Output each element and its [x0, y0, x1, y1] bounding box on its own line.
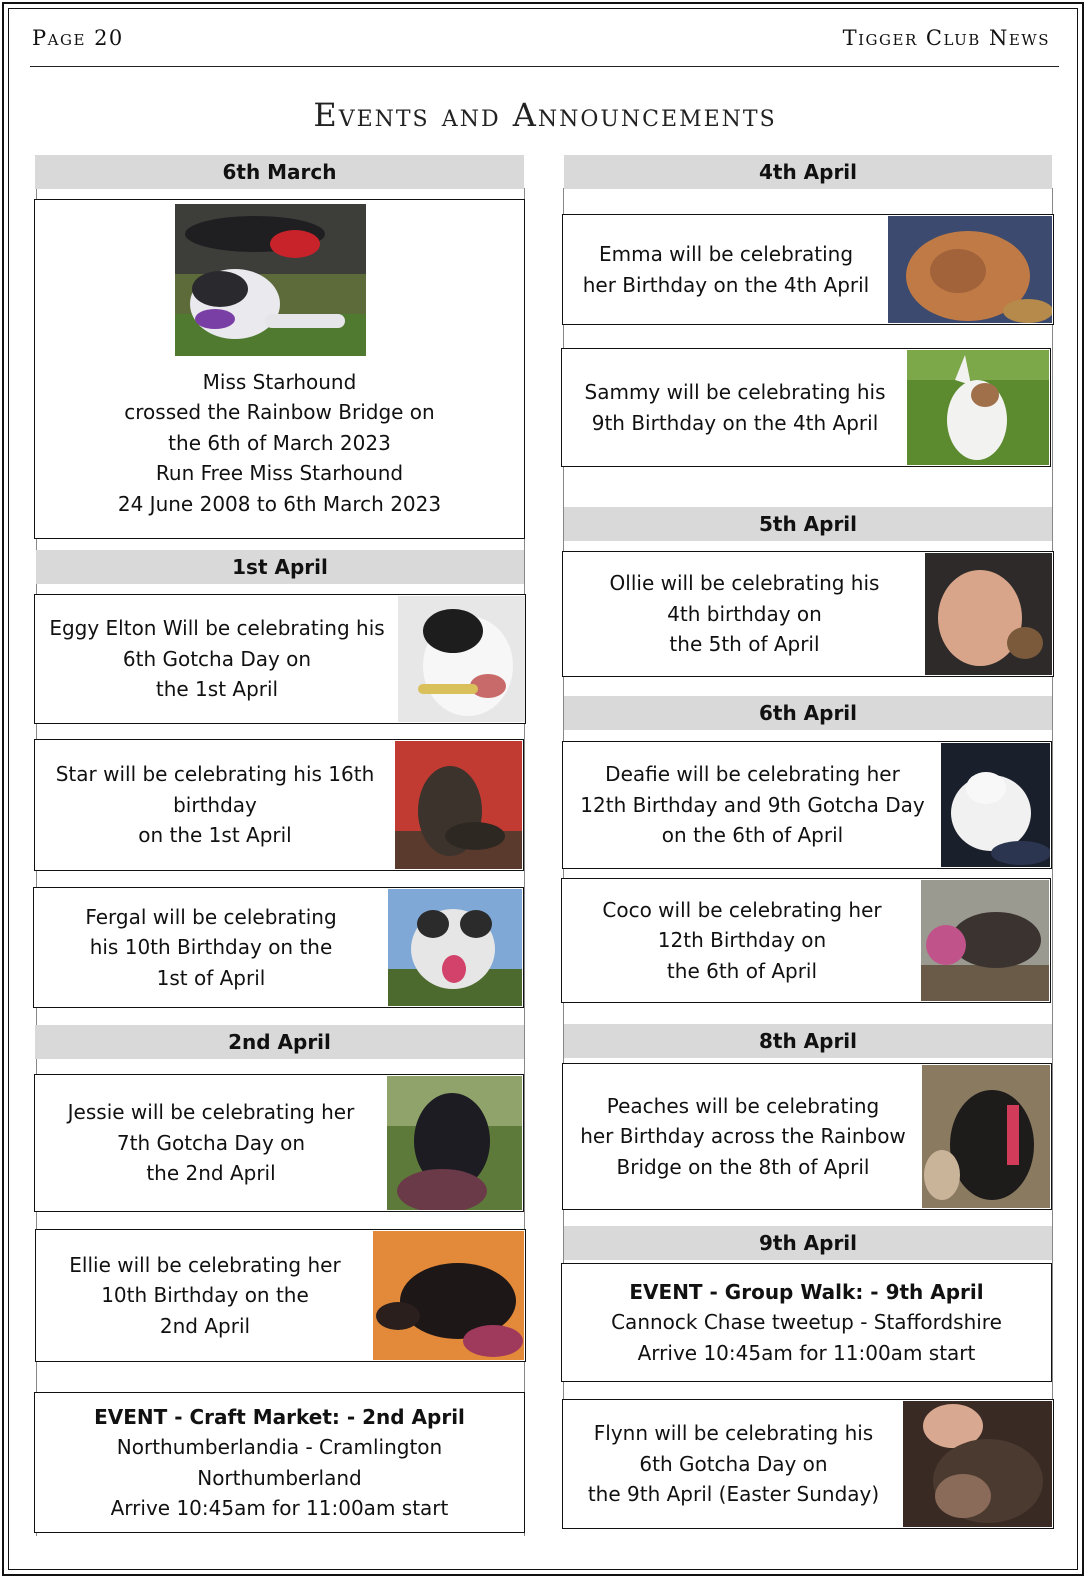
text-line: Miss Starhound: [202, 369, 357, 394]
text-line: Ellie will be celebrating her: [69, 1252, 341, 1277]
fergal-text: [35, 889, 387, 1006]
text-line: 6th Gotcha Day on: [639, 1451, 828, 1476]
text-line: her Birthday across the Rainbow: [580, 1124, 906, 1149]
text-line: 12th Birthday and 9th Gotcha Day: [580, 792, 925, 817]
page-number: Page 20: [32, 26, 124, 50]
publication-name: Tigger Club News: [842, 26, 1050, 50]
sammy-photo: [907, 350, 1049, 465]
text-line: the 2nd April: [146, 1161, 276, 1186]
peaches-photo: [922, 1065, 1050, 1208]
page-title: Events and Announcements: [313, 96, 777, 134]
text-line: 12th Birthday on: [657, 928, 827, 953]
event-title: EVENT - Craft Market: - 2nd April: [94, 1404, 465, 1429]
emma-photo: [888, 216, 1052, 323]
text-line: birthday: [173, 792, 257, 817]
text-line: on the 1st April: [138, 823, 292, 848]
craft-market-text: [36, 1394, 523, 1531]
text-line: 2nd April: [159, 1313, 251, 1338]
star-photo: [395, 741, 522, 869]
text-line: 6th Gotcha Day on: [122, 646, 312, 671]
text-line: Sammy will be celebrating his: [584, 380, 886, 404]
text-line: Jessie will be celebrating her: [67, 1100, 355, 1125]
sammy-text: [563, 350, 907, 465]
ellie-text: [37, 1231, 373, 1360]
text-line: Coco will be celebrating her: [602, 897, 882, 922]
deafie-photo: [941, 743, 1050, 867]
flynn-text: [564, 1401, 903, 1527]
text-line: the 5th of April: [669, 632, 820, 657]
text-line: Cannock Chase tweetup - Staffordshire: [611, 1310, 1002, 1335]
jessie-photo: [387, 1076, 522, 1210]
text-line: crossed the Rainbow Bridge on: [124, 400, 435, 425]
event-title: EVENT - Group Walk: - 9th April: [629, 1279, 984, 1304]
date-header-4-april: 4th April: [564, 155, 1052, 189]
date-header-6-march: 6th March: [35, 155, 524, 189]
date-header-6-april: 6th April: [564, 696, 1052, 730]
text-line: 24 June 2008 to 6th March 2023: [117, 491, 442, 516]
date-header-9-april: 9th April: [564, 1226, 1052, 1260]
group-walk-text: [563, 1265, 1050, 1380]
date-header-8-april: 8th April: [564, 1024, 1052, 1058]
coco-text: [563, 880, 921, 1001]
right-column-guide-right: [1052, 188, 1053, 1528]
text-line: Fergal will be celebrating: [85, 904, 337, 929]
ollie-photo: [925, 553, 1052, 675]
starhound-text: [36, 367, 523, 519]
text-line: the 6th of March 2023: [168, 430, 391, 455]
text-line: Northumberland: [197, 1465, 362, 1490]
date-header-2-april: 2nd April: [35, 1025, 524, 1059]
eggy-photo: [398, 596, 525, 722]
text-line: 7th Gotcha Day on: [116, 1130, 306, 1155]
header-rule: [30, 66, 1059, 67]
star-text: [36, 741, 394, 869]
date-header-1-april: 1st April: [36, 550, 524, 584]
starhound-photo: [175, 204, 366, 356]
text-line: her Birthday on the 4th April: [582, 272, 870, 297]
text-line: his 10th Birthday on the: [89, 935, 333, 960]
text-line: on the 6th of April: [661, 823, 844, 848]
jessie-text: [36, 1076, 386, 1210]
ollie-text: [564, 553, 925, 675]
date-header-5-april: 5th April: [564, 507, 1052, 541]
eggy-text: [36, 596, 398, 722]
text-line: the 6th of April: [666, 958, 818, 983]
ellie-photo: [373, 1231, 524, 1360]
text-line: Deafie will be celebrating her: [605, 762, 900, 787]
text-line: Arrive 10:45am for 11:00am start: [110, 1496, 449, 1520]
text-line: the 9th April (Easter Sunday): [587, 1482, 880, 1507]
text-line: Northumberlandia - Cramlington: [116, 1435, 443, 1459]
emma-text: [564, 216, 888, 323]
flynn-photo: [903, 1401, 1052, 1527]
fergal-photo: [388, 889, 522, 1006]
text-line: Run Free Miss Starhound: [155, 461, 404, 486]
text-line: 9th Birthday on the 4th April: [591, 410, 879, 435]
text-line: Emma will be celebrating: [598, 242, 854, 266]
text-line: Bridge on the 8th of April: [616, 1154, 870, 1179]
text-line: Ollie will be celebrating his: [609, 571, 880, 596]
text-line: the 1st April: [155, 677, 279, 702]
peaches-text: [564, 1065, 922, 1208]
text-line: Star will be celebrating his 16th: [55, 762, 375, 787]
text-line: Arrive 10:45am for 11:00am start: [637, 1340, 976, 1365]
text-line: Eggy Elton Will be celebrating his: [49, 616, 385, 641]
coco-photo: [921, 880, 1049, 1001]
text-line: Flynn will be celebrating his: [593, 1421, 874, 1446]
deafie-text: [564, 743, 941, 867]
text-line: 10th Birthday on the: [101, 1283, 309, 1308]
text-line: 4th birthday on: [667, 601, 822, 626]
text-line: 1st of April: [156, 965, 266, 990]
text-line: Peaches will be celebrating: [606, 1093, 880, 1118]
